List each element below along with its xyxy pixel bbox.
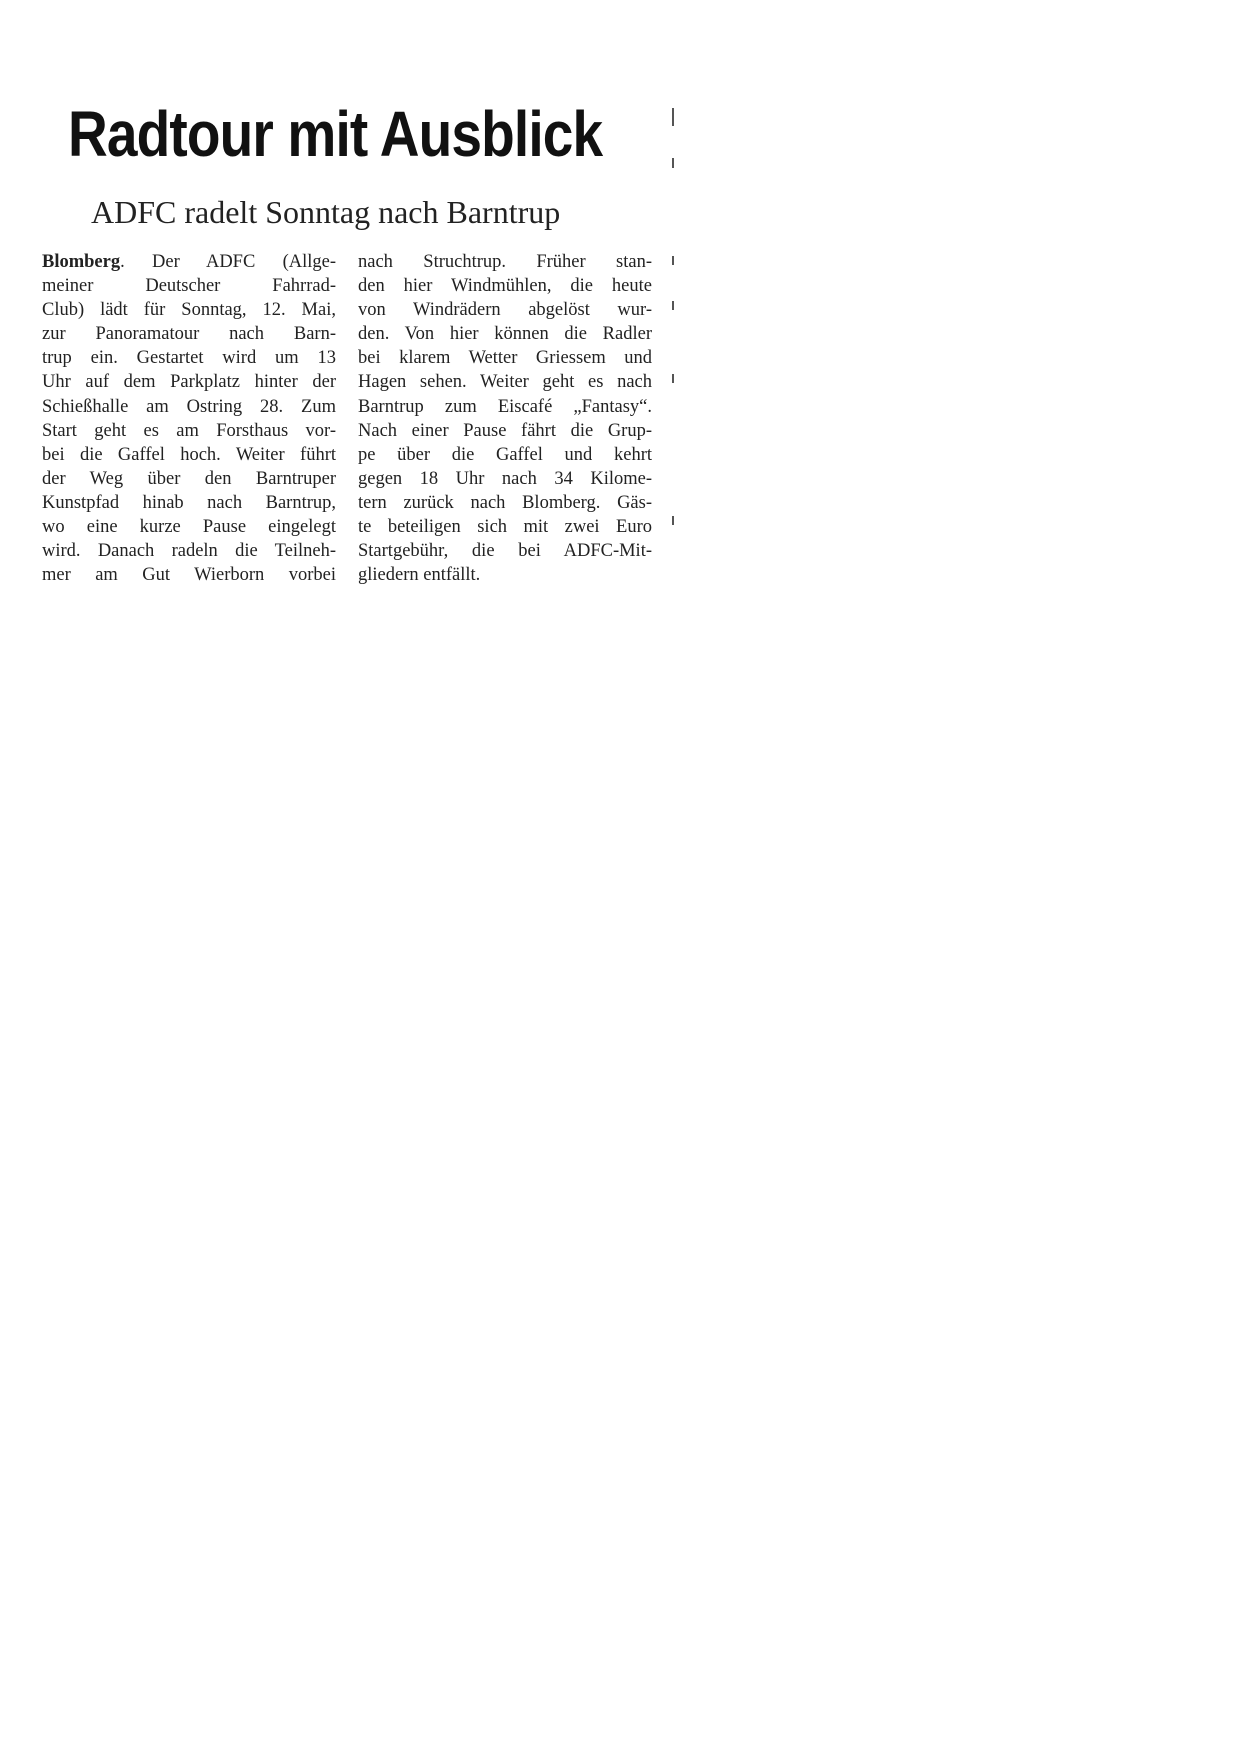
article-headline: Radtour mit Ausblick — [68, 98, 603, 170]
column-line: pe über die Gaffel und kehrt — [358, 444, 652, 465]
clipping-edge-mark — [672, 374, 674, 383]
column-line: wo eine kurze Pause eingelegt — [42, 517, 336, 538]
clipping-edge-mark — [672, 301, 674, 310]
column-line: Startgebühr, die bei ADFC-Mit- — [358, 541, 652, 562]
column-line-text: . Der ADFC (Allge- — [120, 252, 336, 272]
column-line: bei die Gaffel hoch. Weiter führt — [42, 444, 336, 465]
column-line: te beteiligen sich mit zwei Euro — [358, 517, 652, 538]
column-line: Hagen sehen. Weiter geht es nach — [358, 372, 652, 393]
column-line — [42, 250, 336, 274]
article-dateline: Blomberg — [42, 252, 121, 272]
column-line: Club) lädt für Sonntag, 12. Mai, — [42, 300, 336, 321]
clipping-edge-mark — [672, 158, 674, 168]
column-line: gliedern entfällt. — [358, 565, 481, 586]
column-line: mer am Gut Wierborn vorbei — [42, 565, 336, 586]
column-line: Schießhalle am Ostring 28. Zum — [42, 396, 336, 417]
column-line: von Windrädern abgelöst wur- — [358, 300, 652, 321]
column-line: nach Struchtrup. Früher stan- — [358, 252, 652, 272]
column-line: Nach einer Pause fährt die Grup- — [358, 420, 652, 441]
column-line: zur Panoramatour nach Barn- — [42, 324, 336, 345]
column-line: Uhr auf dem Parkplatz hinter der — [42, 372, 336, 393]
column-line: den hier Windmühlen, die heute — [358, 276, 652, 297]
column-line: tern zurück nach Blomberg. Gäs- — [358, 492, 652, 513]
column-line: Barntrup zum Eiscafé „Fantasy“. — [358, 396, 652, 417]
column-line: wird. Danach radeln die Teilneh- — [42, 541, 336, 562]
clipping-edge-mark — [672, 516, 674, 525]
column-line: gegen 18 Uhr nach 34 Kilome- — [358, 468, 652, 489]
article-column-left — [42, 250, 336, 587]
column-line: Kunstpfad hinab nach Barntrup, — [42, 492, 336, 513]
column-line: trup ein. Gestartet wird um 13 — [42, 348, 336, 369]
column-line: Start geht es am Forsthaus vor- — [42, 420, 336, 441]
article-column-right — [358, 250, 652, 587]
column-line: meiner Deutscher Fahrrad- — [42, 276, 336, 297]
clipping-edge-mark — [672, 108, 674, 126]
clipping-edge-mark — [672, 256, 674, 265]
column-line: den. Von hier können die Radler — [358, 324, 652, 345]
article-subheadline: ADFC radelt Sonntag nach Barntrup — [91, 194, 561, 230]
column-line: bei klarem Wetter Griessem und — [358, 348, 652, 369]
column-line: der Weg über den Barntruper — [42, 468, 336, 489]
